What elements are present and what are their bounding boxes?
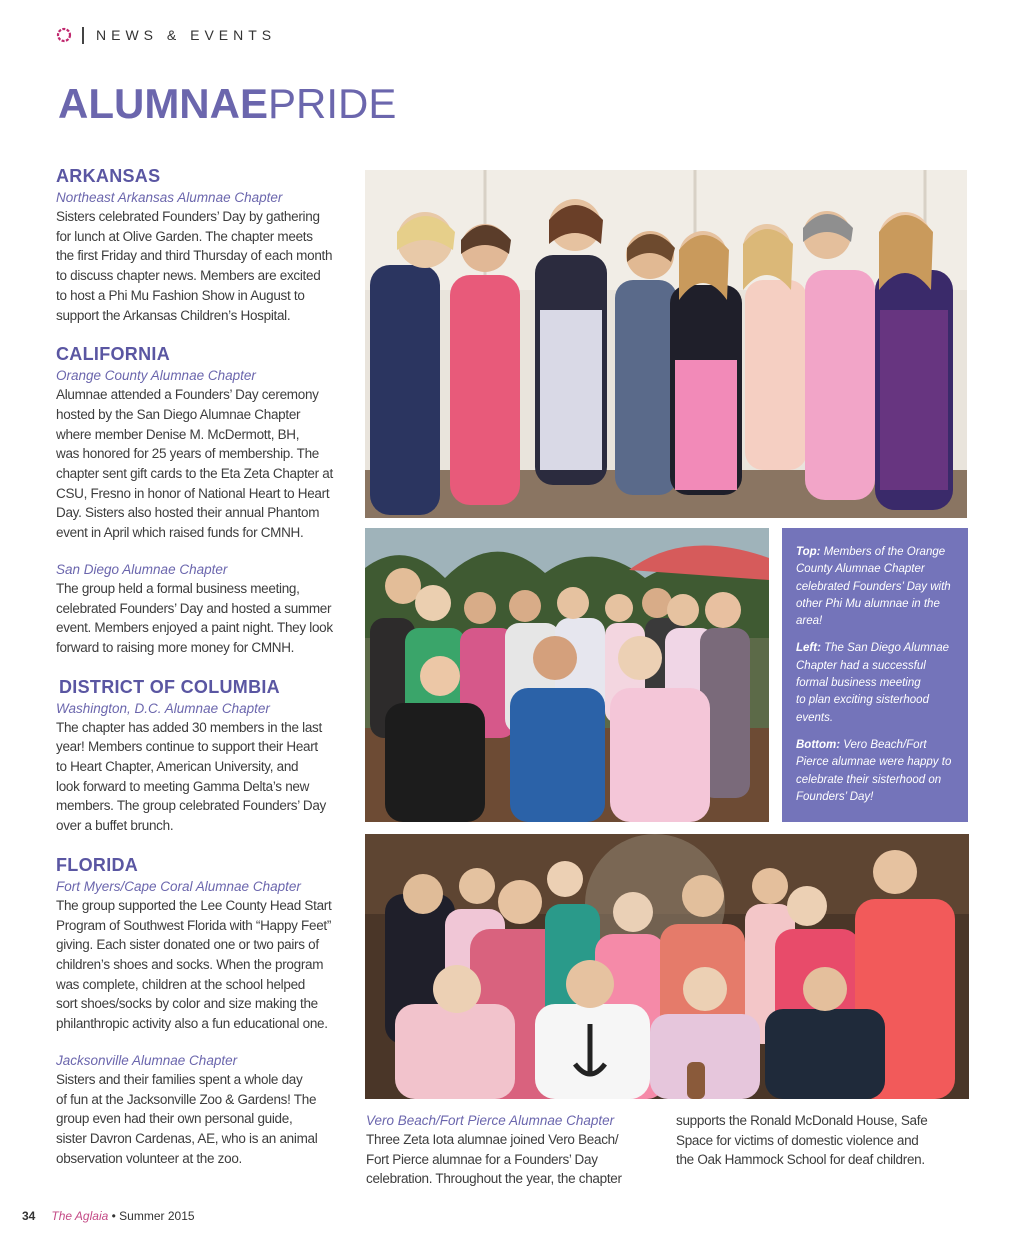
caption-line: County Alumnae Chapter [796,563,925,576]
page-number: 34 [22,1209,36,1223]
body-line: Three Zeta Iota alumnae joined Vero Beach/ [366,1132,619,1147]
body-line: sister Davron Cardenas, AE, who is an animal [56,1130,318,1146]
body-line: forward to raising more money for CMNH. [56,639,295,655]
caption-line: other Phi Mu alumnae in the [796,597,940,610]
body-line: children’s shoes and socks. When the program [56,956,324,972]
body-line: Fort Pierce alumnae for a Founders’ Day [366,1151,598,1167]
section-header [56,24,276,46]
body-line: Day. Sisters also hosted their annual Phantom [56,505,320,521]
state-heading: ARKANSAS [56,166,161,186]
body-line: supports the Ronald McDonald House, Safe [676,1113,928,1128]
chapter-name: Northeast Arkansas Alumnae Chapter [56,190,283,205]
caption-line: Members of the Orange [823,546,946,558]
page-footer [22,1209,195,1223]
photo-caption [796,544,956,630]
issue-label: • Summer 2015 [108,1209,195,1223]
body-line: of fun at the Jacksonville Zoo & Gardens! The [56,1091,317,1107]
body-line: giving. Each sister donated one or two pairs of [56,937,319,953]
body-line: support the Arkansas Children’s Hospital. [56,307,291,323]
caption-label: Left: [796,642,821,655]
body-line: Sisters and their families spent a whole day [56,1071,303,1087]
caption-line: Vero Beach/Fort [843,738,927,751]
body-line: look forward to meeting Gamma Delta’s new [56,778,310,794]
body-line: was complete, children at the school helped [56,976,306,992]
body-line: event. Members enjoyed a paint night. They look [56,620,333,636]
photo-orange-county-group [365,170,967,518]
header-divider [82,27,84,44]
body-line: observation volunteer at the zoo. [56,1150,242,1166]
photo-caption [796,737,956,806]
body-line: was honored for 25 years of membership. The [56,446,319,462]
body-line: Program of Southwest Florida with “Happy Feet” [56,917,332,933]
body-line: to discuss chapter news. Members are excited [56,268,321,284]
body-line: Space for victims of domestic violence and [676,1132,919,1148]
body-line: where member Denise M. McDermott, BH, [56,426,300,442]
title-bold: ALUMNAE [58,80,268,127]
caption-line: The San Diego Alumnae [824,642,949,655]
body-line: group even had their own personal guide, [56,1111,293,1127]
title-light: PRIDE [267,80,397,127]
bottom-article-col1 [366,1111,658,1189]
body-line: chapter sent gift cards to the Eta Zeta Chapter at [56,466,333,482]
chapter-name: Jacksonville Alumnae Chapter [56,1052,238,1068]
chapter-name: San Diego Alumnae Chapter [56,561,228,577]
photo-captions-box [782,528,968,822]
photo-caption [796,640,956,726]
body-line: event in April which raised funds for CMNH. [56,525,304,541]
state-heading: FLORIDA [56,854,139,875]
body-line: celebration. Throughout the year, the chapter [366,1171,622,1187]
left-article-column [56,165,356,1168]
photo-vero-beach-group [365,834,969,1099]
state-heading: CALIFORNIA [56,344,170,365]
body-line: The chapter has added 30 members in the last [56,719,322,735]
body-line: over a buffet brunch. [56,818,174,834]
photo-san-diego-group [365,528,769,822]
body-line: the Oak Hammock School for deaf children. [676,1152,925,1168]
chapter-name: Washington, D.C. Alumnae Chapter [56,700,270,716]
body-line: CSU, Fresno in honor of National Heart to Heart [56,485,330,501]
caption-line: Chapter had a successful [796,659,926,672]
page-title [58,80,396,128]
body-line: to Heart Chapter, American University, and [56,759,299,775]
body-line: year! Members continue to support their Heart [56,739,318,755]
caption-label: Bottom: [796,738,841,751]
caption-label: Top: [796,546,821,558]
phi-mu-logo-icon [56,27,72,43]
body-line: The group supported the Lee County Head Start [56,897,332,913]
body-line: to host a Phi Mu Fashion Show in August to [56,287,305,303]
caption-line: area! [796,615,823,628]
caption-line: celebrated Founders’ Day with [796,580,951,593]
caption-line: events. [796,711,834,724]
caption-line: formal business meeting [796,677,921,690]
caption-line: Pierce alumnae were happy to [796,756,952,769]
magazine-name: The Aglaia [51,1209,109,1223]
body-line: celebrated Founders’ Day and hosted a summer [56,600,332,616]
body-line: Alumnae attended a Founders’ Day ceremony [56,387,319,403]
body-line: philanthropic activity also a fun educational one. [56,1016,328,1032]
body-line: sort shoes/socks by color and size making the [56,996,318,1012]
body-line: Sisters celebrated Founders’ Day by gathering [56,209,320,224]
caption-line: to plan exciting sisterhood [796,694,929,707]
caption-line: Founders’ Day! [796,790,874,803]
state-heading: DISTRICT OF COLUMBIA [59,676,280,697]
bottom-article-col2 [676,1111,968,1170]
chapter-name: Orange County Alumnae Chapter [56,368,256,384]
body-line: The group held a formal business meeting, [56,580,300,596]
bottom-chapter-name: Vero Beach/Fort Pierce Alumnae Chapter [366,1113,615,1128]
section-label: NEWS & EVENTS [96,27,277,43]
body-line: hosted by the San Diego Alumnae Chapter [56,406,301,422]
body-line: for lunch at Olive Garden. The chapter meets [56,228,313,244]
body-line: the first Friday and third Thursday of each month [56,248,333,264]
body-line: members. The group celebrated Founders’ Day [56,798,326,814]
chapter-name: Fort Myers/Cape Coral Alumnae Chapter [56,878,301,894]
caption-line: celebrate their sisterhood on [796,773,942,786]
